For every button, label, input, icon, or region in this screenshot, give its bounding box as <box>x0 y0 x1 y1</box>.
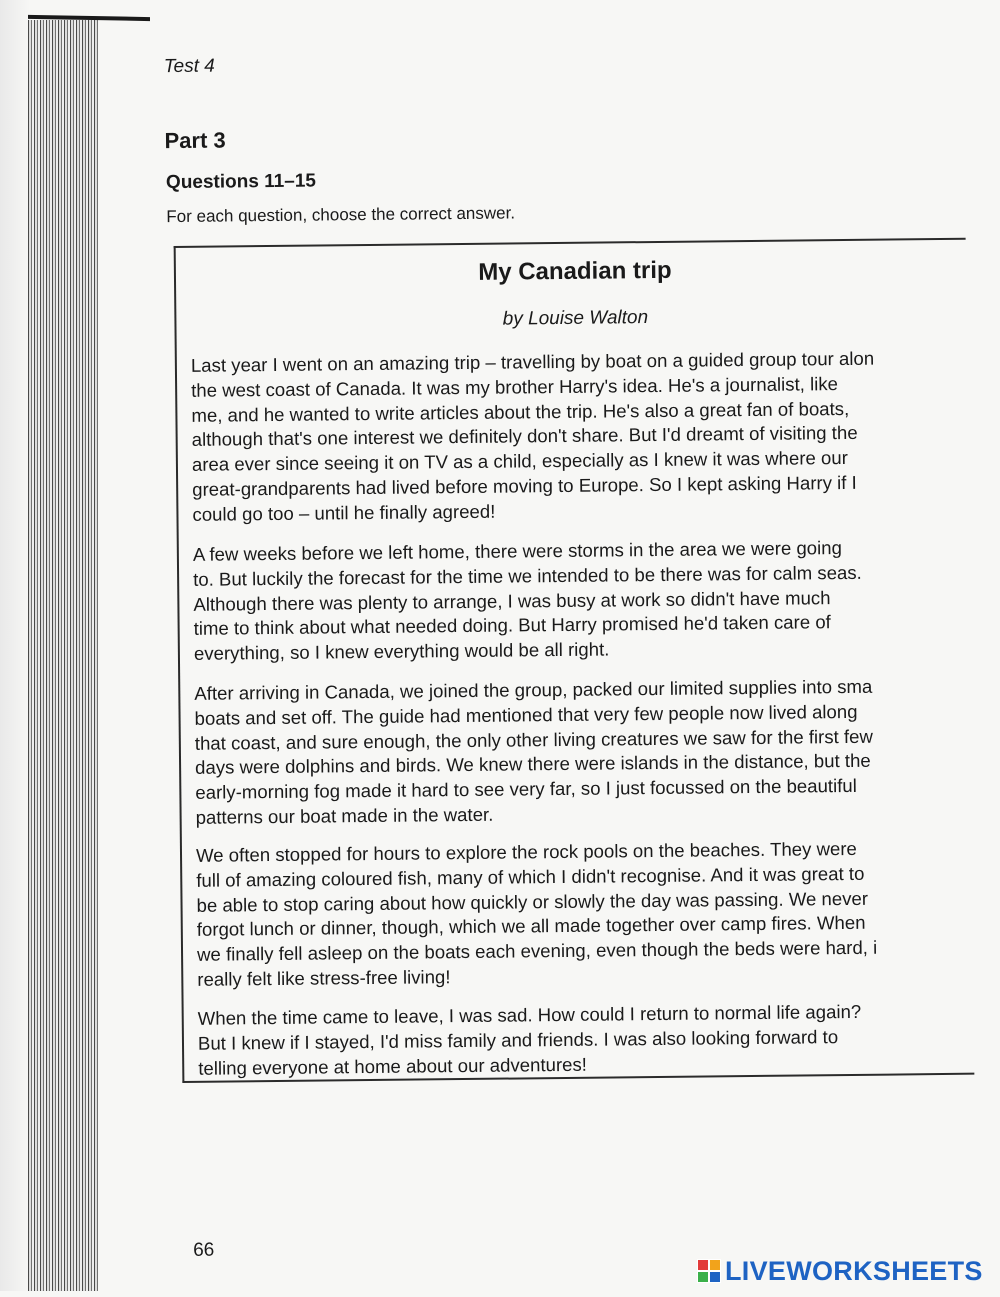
paragraph-line: When the time came to leave, I was sad. How could I return to normal life again? <box>197 1000 862 1029</box>
instruction-text: For each question, choose the correct answer. <box>166 203 516 227</box>
logo-square-4 <box>709 1271 721 1283</box>
paragraph-line: After arriving in Canada, we joined the group, packed our limited supplies into sma <box>194 675 873 704</box>
paragraph-line: great-grandparents had lived before moving to Europe. So I kept asking Harry if I <box>192 471 857 500</box>
article-paragraph-4 <box>196 836 968 993</box>
article-paragraph-2 <box>193 535 964 667</box>
article-title-text: My Canadian trip <box>478 256 672 286</box>
liveworksheets-logo[interactable] <box>697 1256 983 1286</box>
paragraph-line: A few weeks before we left home, there were storms in the area we were going <box>192 537 842 565</box>
article-byline-text: by Louise Walton <box>502 307 649 330</box>
article-paragraph-5 <box>198 999 969 1081</box>
paragraph-line: really felt like stress-free living! <box>197 966 451 990</box>
article-paragraph-1 <box>191 346 963 528</box>
paragraph-line: Last year I went on an amazing trip – travelling by boat on a guided group tour alon <box>190 347 875 376</box>
logo-square-3 <box>697 1271 709 1283</box>
paragraph-line: days were dolphins and birds. We knew there were islands in the distance, but the <box>194 750 871 779</box>
paragraph-line: telling everyone at home about our adventures! <box>198 1053 587 1079</box>
paragraph-line: to. But luckily the forecast for the time we intended to be there was for calm seas. <box>193 561 862 590</box>
paragraph-line: that coast, and sure enough, the only other living creatures we saw for the first few <box>194 725 873 754</box>
paragraph-line: area ever since seeing it on TV as a child, especially as I knew it was where our <box>191 447 848 476</box>
part-title: Part 3 <box>164 127 226 154</box>
paragraph-line: although that's one interest we definitely don't share. But I'd dreamt of visiting the <box>191 422 858 451</box>
article-paragraph-3 <box>194 674 966 831</box>
paragraph-line: could go too – until he finally agreed! <box>192 500 496 525</box>
paragraph-line: everything, so I knew everything would be all right. <box>193 638 610 665</box>
paragraph-line: But I knew if I stayed, I'd miss family and friends. I was also looking forward to <box>197 1025 839 1054</box>
paragraph-line: patterns our boat made in the water. <box>195 803 494 828</box>
paragraph-line: time to think about what needed doing. But Harry promised he'd taken care of <box>193 611 831 640</box>
logo-square-1 <box>697 1259 709 1271</box>
paragraph-line: boats and set off. The guide had mentioned that very few people now lived along <box>194 700 858 729</box>
liveworksheets-logo-icon <box>697 1259 721 1283</box>
paragraph-line: full of amazing coloured fish, many of which I didn't recognise. And it was great to <box>196 862 865 891</box>
test-label: Test 4 <box>163 55 215 78</box>
paragraph-line: We often stopped for hours to explore the rock pools on the beaches. They were <box>195 837 857 866</box>
questions-label: Questions 11–15 <box>165 170 317 194</box>
reading-text-box <box>174 238 975 1083</box>
article-byline <box>176 304 966 334</box>
paragraph-line: me, and he wanted to write articles about the trip. He's also a great fan of boats, <box>191 397 850 426</box>
paragraph-line: we finally fell asleep on the boats each evening, even though the beds were hard, i <box>196 936 878 966</box>
paragraph-line: early-morning fog made it hard to see very far, so I just focussed on the beautiful <box>195 775 857 804</box>
paragraph-line: forgot lunch or dinner, though, which we all made together over camp fires. When <box>196 912 866 941</box>
logo-square-2 <box>709 1259 721 1271</box>
paragraph-line: be able to stop caring about how quickly or slowly the day was passing. We never <box>196 887 869 916</box>
paragraph-line: Although there was plenty to arrange, I was busy at work so didn't have much <box>193 586 831 615</box>
article-title <box>176 254 966 290</box>
liveworksheets-logo-text: LIVEWORKSHEETS <box>725 1255 983 1286</box>
paragraph-line: the west coast of Canada. It was my brother Harry's idea. He's a journalist, like <box>191 372 839 401</box>
page-number: 66 <box>193 1239 215 1261</box>
